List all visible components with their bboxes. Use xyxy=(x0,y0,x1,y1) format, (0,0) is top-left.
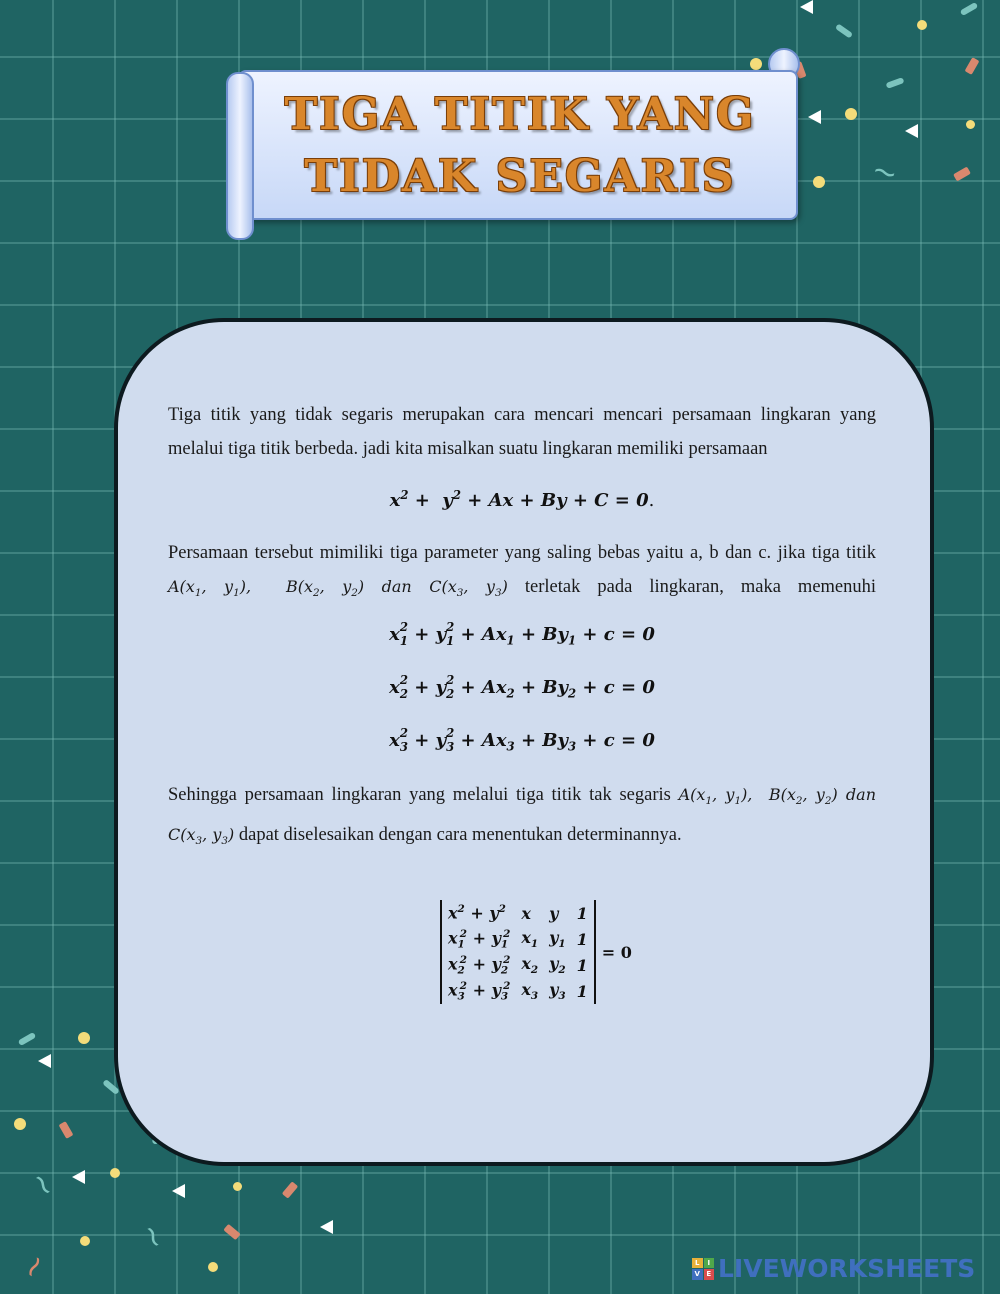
confetti-dash xyxy=(835,23,853,38)
confetti-triangle xyxy=(72,1170,85,1184)
confetti-rect xyxy=(965,57,980,75)
parameters-text: Persamaan tersebut mimiliki tiga parameter yang saling bebas yaitu a, b dan c. jika tiga titik xyxy=(168,543,876,563)
confetti-squiggle: ~ xyxy=(132,1219,174,1255)
det-row-3: $x_2^2 + y_2^2$ $x_2$ $y_2$ 1 xyxy=(448,953,588,977)
determinant-matrix xyxy=(440,900,596,1004)
confetti-triangle xyxy=(905,124,918,138)
confetti-dot xyxy=(80,1236,90,1246)
confetti-dot xyxy=(233,1182,242,1191)
eq-zero: 0 xyxy=(636,490,649,511)
confetti-squiggle: ~ xyxy=(12,1247,56,1287)
intro-paragraph: Tiga titik yang tidak segaris merupakan cara mencari mencari persamaan lingkaran yang melalui tiga titik berbeda. jadi kita misalkan suatu lingkaran memiliki persamaan xyxy=(168,405,876,459)
confetti-triangle xyxy=(172,1184,185,1198)
confetti-dot xyxy=(78,1032,90,1044)
confetti-squiggle: ~ xyxy=(21,1165,65,1205)
confetti-rect xyxy=(953,167,971,182)
title-line-1: TIGA TITIK YANG xyxy=(284,89,756,140)
confetti-rect xyxy=(282,1181,298,1198)
determinant-text: Sehingga persamaan lingkaran yang melalui tiga titik tak segaris xyxy=(168,785,671,805)
determinant-paragraph xyxy=(168,778,876,858)
confetti-triangle xyxy=(808,110,821,124)
determinant-text-after: dapat diselesaikan dengan cara menentukan determinannya. xyxy=(238,825,682,846)
general-circle-equation: $x^2 + y^2 + Ax + By + C = 0$. xyxy=(389,488,655,511)
det-row-4: $x_3^2 + y_3^2$ $x_3$ $y_3$ 1 xyxy=(448,979,588,1003)
eq-period: . xyxy=(648,490,655,511)
confetti-dot xyxy=(110,1168,120,1178)
parameters-paragraph xyxy=(168,536,876,610)
confetti-rect xyxy=(59,1121,74,1139)
det-row-1: $x^2 + y^2$ x y 1 xyxy=(448,903,588,923)
brand-text: LIVEWORKSHEETS xyxy=(718,1254,976,1283)
confetti-rect xyxy=(223,1224,240,1240)
confetti-dot xyxy=(208,1262,218,1272)
point-equation-3: x $_{2 3}$ + y $_{2 3} + Ax_3 + By_3 + c = 0$ xyxy=(389,725,655,754)
confetti-dash xyxy=(960,2,979,16)
point-equation-2: x $_{2 2}$ + y $_{2 2} + Ax_2 + By_2 + c = 0$ xyxy=(389,672,655,701)
liveworksheets-logo-icon: L I V E xyxy=(692,1258,714,1280)
determinant-equals-zero: = 0 xyxy=(601,942,632,962)
title-line-2: TIDAK SEGARIS xyxy=(304,151,736,202)
confetti-dot xyxy=(966,120,975,129)
parameters-text-after: terletak pada lingkaran, maka memenuhi xyxy=(524,577,877,597)
confetti-dash xyxy=(886,77,905,89)
confetti-triangle xyxy=(38,1054,51,1068)
confetti-dot xyxy=(917,20,927,30)
confetti-squiggle: ~ xyxy=(866,151,903,194)
point-equation-1: x $_{2 1}$ + y $_{2 1} + Ax_1 + By_1 + c = 0$ xyxy=(389,619,655,648)
points-notation-2: $A(x_1$, $y_1$), $B(x_2$, $y_2$) dan $C(x_3$, $y_3$) xyxy=(168,785,877,848)
det-row-2: $x_1^2 + y_1^2$ $x_1$ $y_1$ 1 xyxy=(448,927,588,951)
page-title xyxy=(250,84,790,208)
confetti-dot xyxy=(14,1118,26,1130)
confetti-dot xyxy=(813,176,825,188)
confetti-triangle xyxy=(800,0,813,14)
confetti-dash xyxy=(18,1032,37,1046)
confetti-dot xyxy=(750,58,762,70)
confetti-triangle xyxy=(320,1220,333,1234)
confetti-dot xyxy=(845,108,857,120)
determinant-equation xyxy=(440,900,632,1004)
points-notation: $A(x_1$, $y_1$), $B(x_2$, $y_2$) dan $C(x_3$, $y_3$) xyxy=(168,577,508,600)
dan-connector: dan xyxy=(381,577,412,596)
liveworksheets-brand[interactable] xyxy=(692,1254,975,1283)
